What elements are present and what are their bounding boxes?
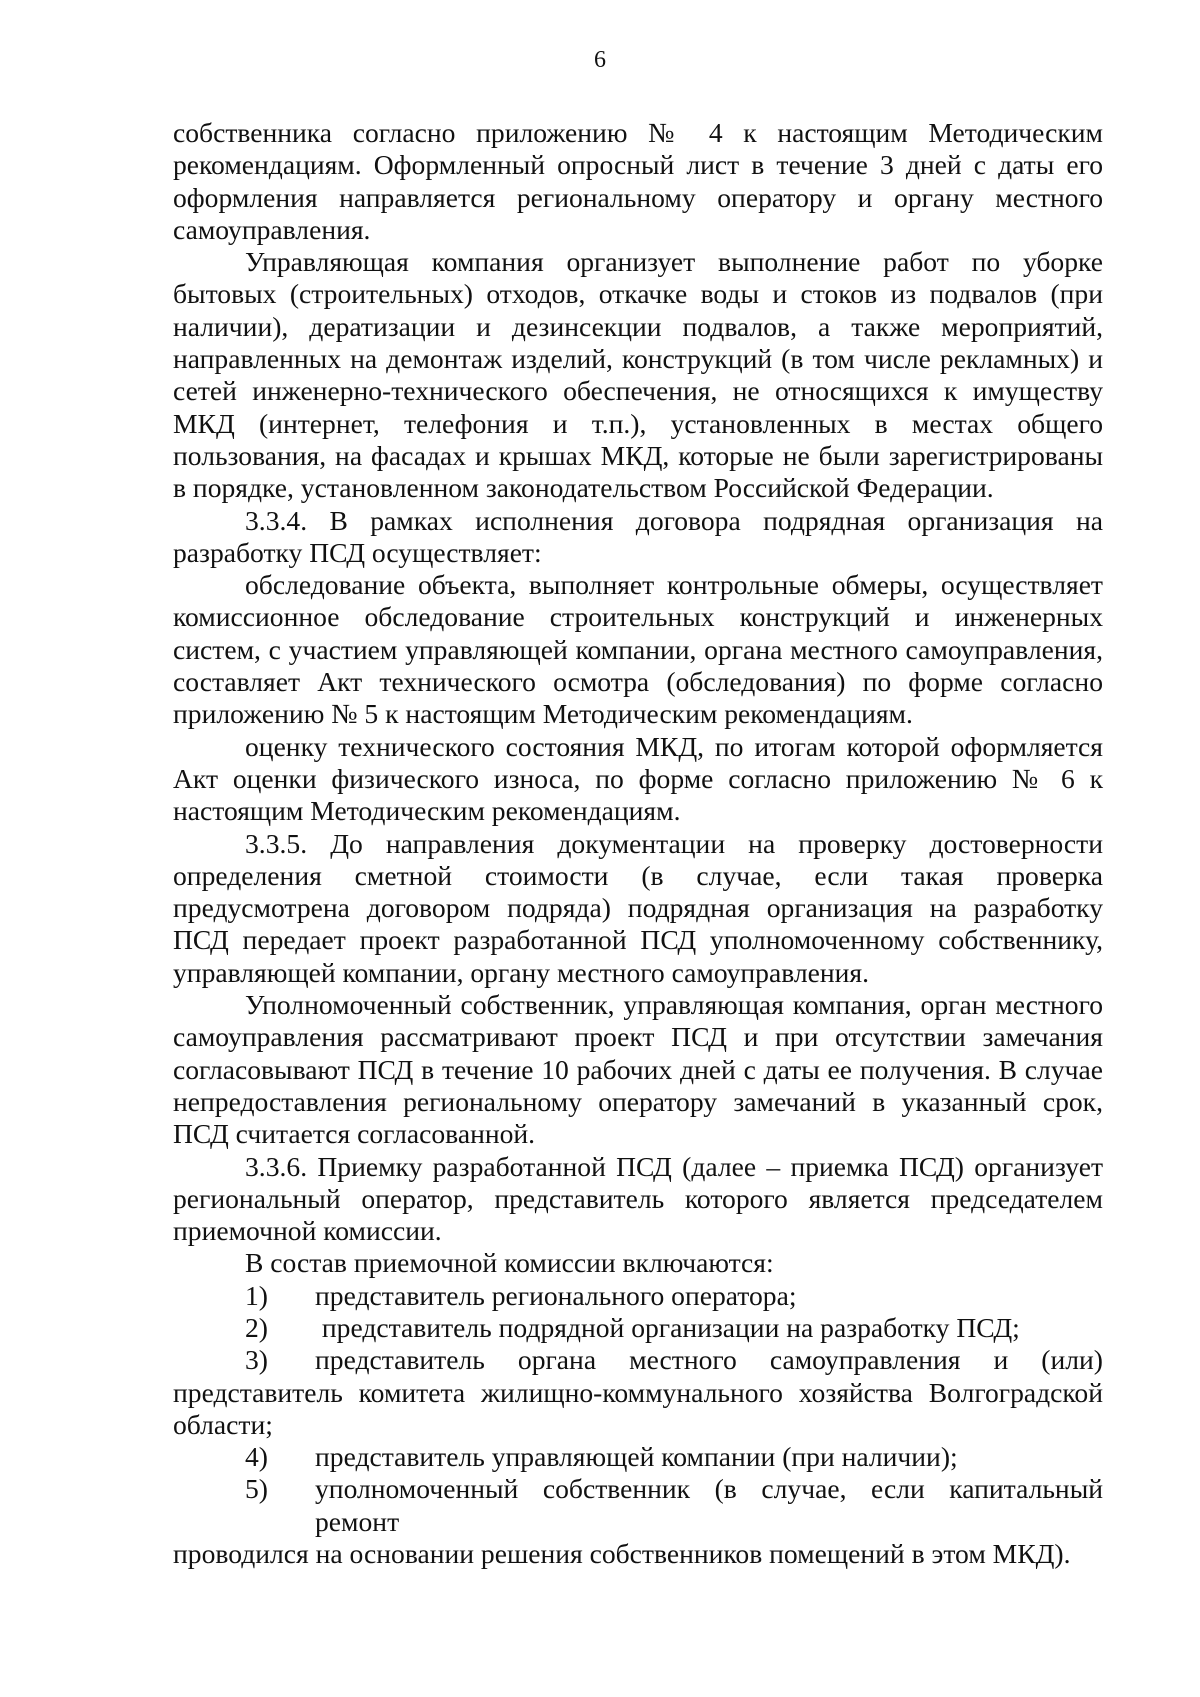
paragraph-4: обследование объекта, выполняет контрольные обмеры, осуществляет комиссионное обследование строительных конструкций и инженерных систем, с участием управляющей компании, органа местного самоуправления, составляет Акт технического осмотра (обследования) по форме согласно приложению № 5 к настоящим Методическим рекомендациям. xyxy=(173,569,1103,730)
list-number: 5) xyxy=(245,1473,268,1505)
paragraph-commission-intro: В состав приемочной комиссии включаются: xyxy=(245,1247,774,1279)
list-text: уполномоченный собственник (в случае, если капитальный ремонт xyxy=(315,1473,1103,1537)
paragraph-7: Уполномоченный собственник, управляющая компания, орган местного самоуправления рассматривают проект ПСД и при отсутствии замечания согласовывают ПСД в течение 10 рабочих дней с даты ее получения. В случае непредоставления региональному оператору замечаний в указанный срок, ПСД считается согласованной. xyxy=(173,989,1103,1150)
list-number: 2) xyxy=(245,1311,268,1343)
list-item-3 xyxy=(173,1344,1103,1376)
paragraph-1: собственника согласно приложению № 4 к настоящим Методическим рекомендациям. Оформленный опросный лист в течение 3 дней с даты его оформления направляется региональному оператору и органу местного самоуправления. xyxy=(173,117,1103,245)
page-number: 6 xyxy=(594,47,606,73)
list-item-5-continuation: проводился на основании решения собственников помещений в этом МКД). xyxy=(173,1538,1071,1570)
paragraph-3-3-4: 3.3.4. В рамках исполнения договора подрядная организация на разработку ПСД осуществляет: xyxy=(173,504,1103,568)
list-item-4 xyxy=(173,1441,1103,1473)
paragraph-3-3-6: 3.3.6. Приемку разработанной ПСД (далее – приемка ПСД) организует региональный оператор, представитель которого является председателем приемочной комиссии. xyxy=(173,1150,1103,1247)
list-item-1 xyxy=(173,1280,1103,1312)
paragraph-3-3-5: 3.3.5. До направления документации на проверку достоверности определения сметной стоимости (в случае, если такая проверка предусмотрена договором подряда) подрядная организация на разработку ПСД передает проект разработанной ПСД уполномоченному собственнику, управляющей компании, органу местного самоуправления. xyxy=(173,827,1103,988)
list-text: представитель управляющей компании (при наличии); xyxy=(315,1441,958,1473)
list-number: 1) xyxy=(245,1279,268,1311)
list-text: представитель органа местного самоуправления и (или) xyxy=(315,1344,1103,1376)
list-text: представитель регионального оператора; xyxy=(315,1279,797,1311)
list-number: 3) xyxy=(245,1344,268,1376)
list-item-3-continuation: представитель комитета жилищно-коммунального хозяйства Волгоградской области; xyxy=(173,1376,1103,1440)
list-item-5 xyxy=(173,1473,1103,1538)
list-text: представитель подрядной организации на разработку ПСД; xyxy=(315,1311,1020,1343)
document-body xyxy=(173,117,1103,1570)
list-item-2 xyxy=(173,1312,1103,1344)
paragraph-2: Управляющая компания организует выполнение работ по уборке бытовых (строительных) отходов, откачке воды и стоков из подвалов (при наличии), дератизации и дезинсекции подвалов, а также мероприятий, направленных на демонтаж изделий, конструкций (в том числе рекламных) и сетей инженерно-технического обеспечения, не относящихся к имуществу МКД (интернет, телефония и т.п.), установленных в местах общего пользования, на фасадах и крышах МКД, которые не были зарегистрированы в порядке, установленном законодательством Российской Федерации. xyxy=(173,246,1103,504)
list-number: 4) xyxy=(245,1441,268,1473)
paragraph-5: оценку технического состояния МКД, по итогам которой оформляется Акт оценки физического износа, по форме согласно приложению № 6 к настоящим Методическим рекомендациям. xyxy=(173,730,1103,827)
